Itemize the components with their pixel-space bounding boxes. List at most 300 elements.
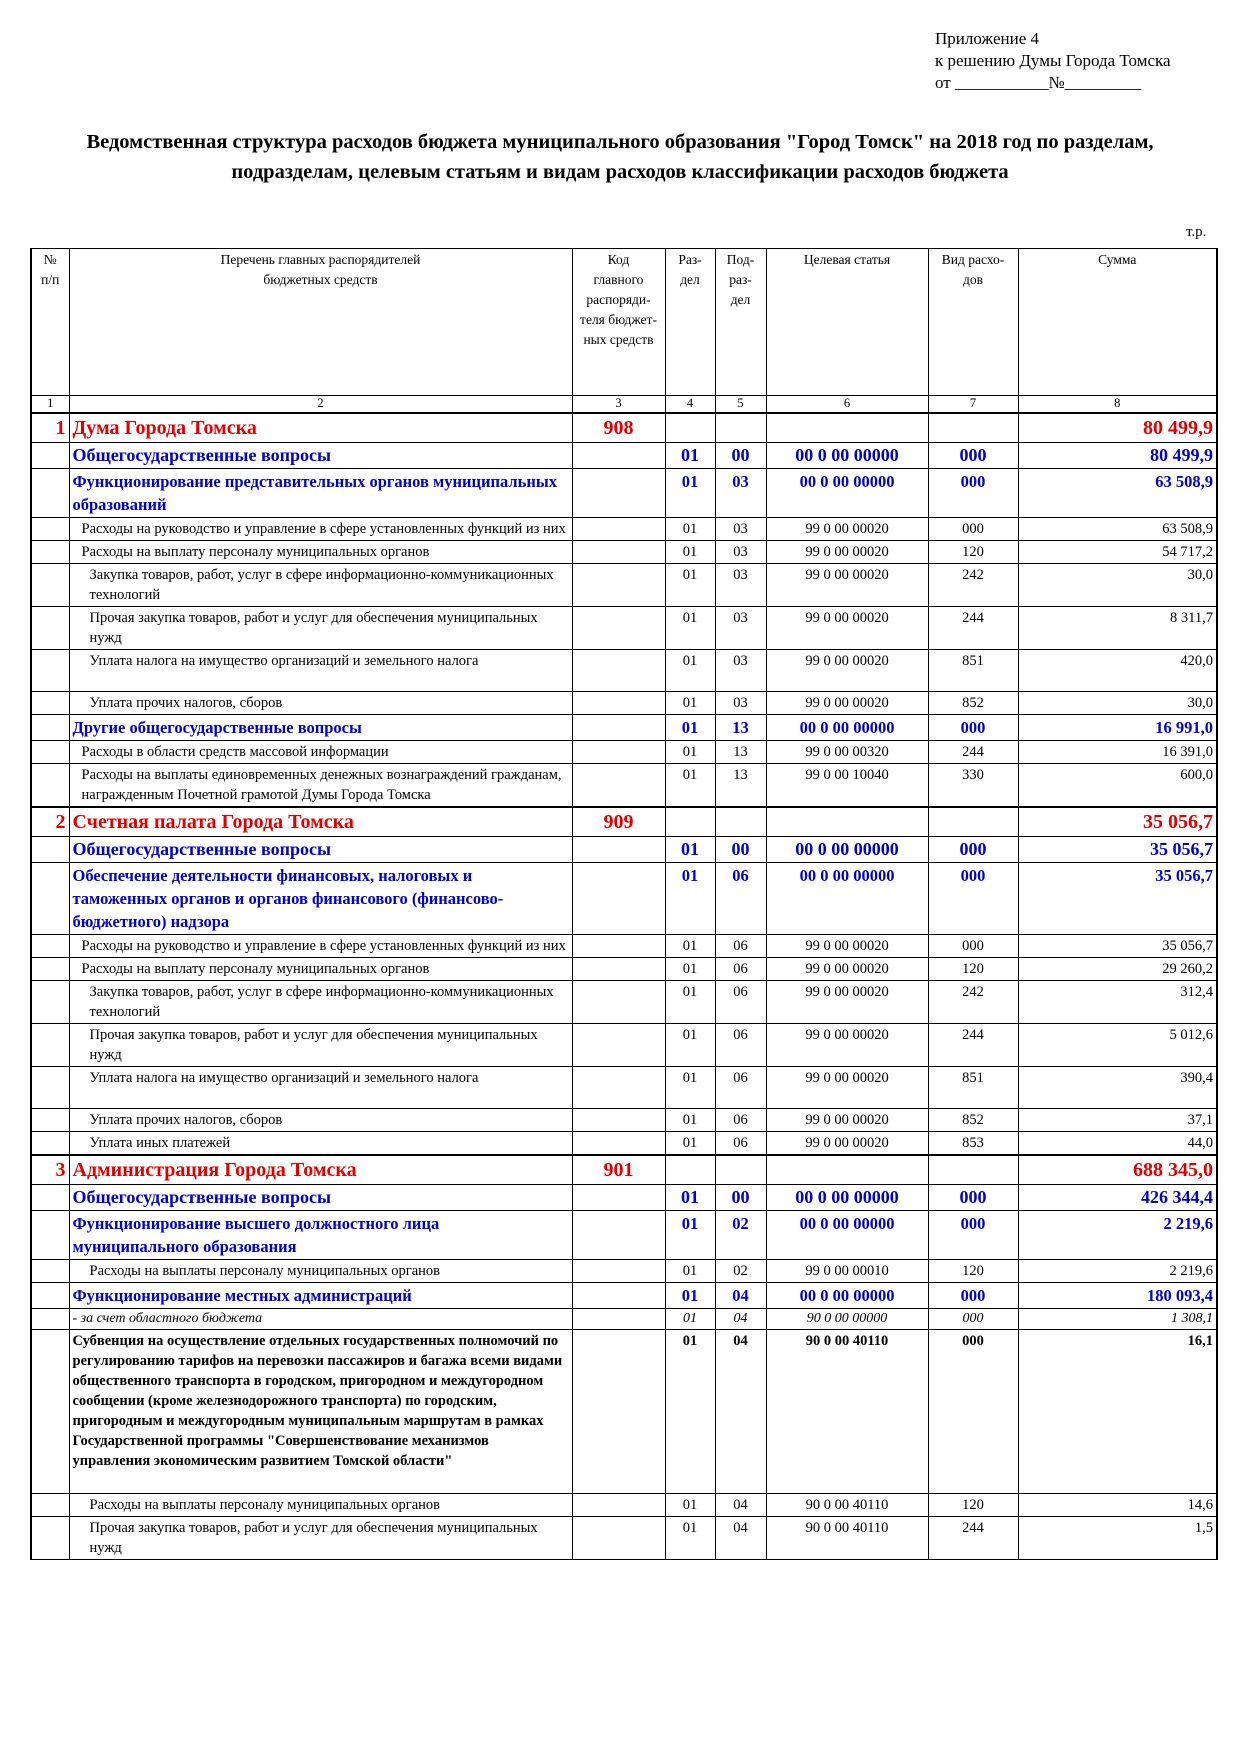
row-target-article bbox=[766, 807, 928, 837]
row-number bbox=[31, 1024, 69, 1067]
header-podrazdel: Под- раз- дел bbox=[726, 252, 755, 307]
row-sum: 1 308,1 bbox=[1018, 1309, 1217, 1330]
row-target-article: 00 0 00 00000 bbox=[766, 837, 928, 863]
row-expense-type: 000 bbox=[928, 935, 1018, 958]
row-number bbox=[31, 692, 69, 715]
table-row bbox=[31, 1494, 1217, 1517]
department-row bbox=[31, 413, 1217, 443]
row-podrazdel: 06 bbox=[715, 1067, 766, 1109]
row-podrazdel: 06 bbox=[715, 1024, 766, 1067]
row-name: Функционирование высшего должностного лица муниципального образования bbox=[69, 1211, 572, 1260]
row-name: - за счет областного бюджета bbox=[69, 1309, 572, 1330]
row-name: Расходы на выплату персоналу муниципальных органов bbox=[69, 958, 572, 981]
row-target-article: 99 0 00 10040 bbox=[766, 764, 928, 808]
table-row bbox=[31, 564, 1217, 607]
row-number bbox=[31, 564, 69, 607]
row-sum: 180 093,4 bbox=[1018, 1283, 1217, 1309]
row-target-article: 99 0 00 00020 bbox=[766, 607, 928, 650]
row-sum: 29 260,2 bbox=[1018, 958, 1217, 981]
row-expense-type: 244 bbox=[928, 1517, 1018, 1560]
row-name: Администрация Города Томска bbox=[69, 1155, 572, 1185]
row-expense-type: 852 bbox=[928, 692, 1018, 715]
row-number bbox=[31, 1211, 69, 1260]
row-name: Дума Города Томска bbox=[69, 413, 572, 443]
row-razdel: 01 bbox=[665, 981, 715, 1024]
row-code bbox=[572, 518, 665, 541]
table-row bbox=[31, 1024, 1217, 1067]
column-number: 7 bbox=[928, 396, 1018, 414]
row-name: Функционирование местных администраций bbox=[69, 1283, 572, 1309]
row-code bbox=[572, 469, 665, 518]
row-razdel: 01 bbox=[665, 650, 715, 692]
row-sum: 35 056,7 bbox=[1018, 807, 1217, 837]
row-sum: 35 056,7 bbox=[1018, 837, 1217, 863]
row-target-article: 00 0 00 00000 bbox=[766, 1211, 928, 1260]
row-number bbox=[31, 741, 69, 764]
row-name: Общегосударственные вопросы bbox=[69, 837, 572, 863]
appendix-line-2: к решению Думы Города Томска bbox=[935, 51, 1171, 70]
row-code bbox=[572, 1132, 665, 1156]
row-expense-type: 000 bbox=[928, 443, 1018, 469]
row-code bbox=[572, 958, 665, 981]
row-sum: 30,0 bbox=[1018, 564, 1217, 607]
row-number bbox=[31, 518, 69, 541]
row-sum: 390,4 bbox=[1018, 1067, 1217, 1109]
row-sum: 688 345,0 bbox=[1018, 1155, 1217, 1185]
row-code: 909 bbox=[572, 807, 665, 837]
row-podrazdel: 02 bbox=[715, 1211, 766, 1260]
row-expense-type: 000 bbox=[928, 1283, 1018, 1309]
row-razdel: 01 bbox=[665, 564, 715, 607]
row-number bbox=[31, 1330, 69, 1494]
row-code bbox=[572, 541, 665, 564]
row-target-article: 90 0 00 00000 bbox=[766, 1309, 928, 1330]
row-sum: 54 717,2 bbox=[1018, 541, 1217, 564]
table-row bbox=[31, 1132, 1217, 1156]
row-code bbox=[572, 764, 665, 808]
row-expense-type: 244 bbox=[928, 607, 1018, 650]
table-row bbox=[31, 958, 1217, 981]
row-razdel: 01 bbox=[665, 607, 715, 650]
row-number bbox=[31, 1283, 69, 1309]
row-number bbox=[31, 715, 69, 741]
row-target-article bbox=[766, 1155, 928, 1185]
row-sum: 426 344,4 bbox=[1018, 1185, 1217, 1211]
row-razdel: 01 bbox=[665, 1067, 715, 1109]
row-number bbox=[31, 469, 69, 518]
row-sum: 312,4 bbox=[1018, 981, 1217, 1024]
row-expense-type: 000 bbox=[928, 1185, 1018, 1211]
row-razdel: 01 bbox=[665, 692, 715, 715]
row-expense-type: 852 bbox=[928, 1109, 1018, 1132]
row-expense-type: 120 bbox=[928, 958, 1018, 981]
row-expense-type: 853 bbox=[928, 1132, 1018, 1156]
row-code bbox=[572, 1517, 665, 1560]
row-target-article: 99 0 00 00020 bbox=[766, 541, 928, 564]
row-code bbox=[572, 1211, 665, 1260]
row-expense-type bbox=[928, 807, 1018, 837]
row-name: Уплата прочих налогов, сборов bbox=[69, 1109, 572, 1132]
row-podrazdel: 03 bbox=[715, 564, 766, 607]
row-number bbox=[31, 650, 69, 692]
row-code bbox=[572, 981, 665, 1024]
row-podrazdel: 03 bbox=[715, 541, 766, 564]
header-cell bbox=[715, 249, 766, 396]
header-code: Код главного распоряди- теля бюджет- ных средств bbox=[580, 252, 657, 347]
row-sum: 37,1 bbox=[1018, 1109, 1217, 1132]
row-razdel: 01 bbox=[665, 443, 715, 469]
row-expense-type: 000 bbox=[928, 863, 1018, 935]
table-row bbox=[31, 981, 1217, 1024]
row-code bbox=[572, 837, 665, 863]
table-row bbox=[31, 1185, 1217, 1211]
row-expense-type: 000 bbox=[928, 518, 1018, 541]
row-code bbox=[572, 692, 665, 715]
row-target-article: 90 0 00 40110 bbox=[766, 1330, 928, 1494]
row-number bbox=[31, 607, 69, 650]
row-sum: 14,6 bbox=[1018, 1494, 1217, 1517]
table-row bbox=[31, 1067, 1217, 1109]
row-razdel bbox=[665, 807, 715, 837]
header-number: № п/п bbox=[41, 252, 60, 287]
row-podrazdel: 03 bbox=[715, 518, 766, 541]
row-code bbox=[572, 1024, 665, 1067]
row-name: Прочая закупка товаров, работ и услуг для обеспечения муниципальных нужд bbox=[69, 607, 572, 650]
row-name: Другие общегосударственные вопросы bbox=[69, 715, 572, 741]
row-razdel: 01 bbox=[665, 1185, 715, 1211]
row-expense-type: 000 bbox=[928, 1330, 1018, 1494]
row-number bbox=[31, 1494, 69, 1517]
row-razdel: 01 bbox=[665, 1309, 715, 1330]
table-row bbox=[31, 1211, 1217, 1260]
row-number bbox=[31, 1067, 69, 1109]
column-number: 2 bbox=[69, 396, 572, 414]
row-expense-type: 120 bbox=[928, 1494, 1018, 1517]
row-sum: 80 499,9 bbox=[1018, 413, 1217, 443]
row-podrazdel: 02 bbox=[715, 1260, 766, 1283]
row-number bbox=[31, 958, 69, 981]
row-expense-type: 000 bbox=[928, 715, 1018, 741]
row-target-article: 99 0 00 00020 bbox=[766, 518, 928, 541]
header-cell bbox=[572, 249, 665, 396]
row-code bbox=[572, 741, 665, 764]
row-razdel: 01 bbox=[665, 1330, 715, 1494]
table-row bbox=[31, 715, 1217, 741]
row-razdel: 01 bbox=[665, 715, 715, 741]
row-sum: 8 311,7 bbox=[1018, 607, 1217, 650]
row-target-article: 99 0 00 00020 bbox=[766, 981, 928, 1024]
row-number bbox=[31, 1517, 69, 1560]
row-razdel: 01 bbox=[665, 935, 715, 958]
header-expense-type: Вид расхо- дов bbox=[941, 252, 1005, 287]
row-expense-type: 242 bbox=[928, 981, 1018, 1024]
table-row bbox=[31, 1260, 1217, 1283]
row-name: Расходы в области средств массовой информации bbox=[69, 741, 572, 764]
row-name: Уплата иных платежей bbox=[69, 1132, 572, 1156]
row-number bbox=[31, 764, 69, 808]
row-podrazdel: 03 bbox=[715, 692, 766, 715]
department-row bbox=[31, 807, 1217, 837]
row-expense-type: 851 bbox=[928, 1067, 1018, 1109]
row-expense-type: 244 bbox=[928, 741, 1018, 764]
row-code bbox=[572, 564, 665, 607]
row-number bbox=[31, 443, 69, 469]
table-header-row bbox=[31, 249, 1217, 396]
row-sum: 5 012,6 bbox=[1018, 1024, 1217, 1067]
row-target-article: 99 0 00 00020 bbox=[766, 935, 928, 958]
row-expense-type bbox=[928, 1155, 1018, 1185]
row-sum: 16 991,0 bbox=[1018, 715, 1217, 741]
row-razdel: 01 bbox=[665, 1283, 715, 1309]
row-name: Расходы на выплаты персоналу муниципальных органов bbox=[69, 1260, 572, 1283]
row-sum: 16,1 bbox=[1018, 1330, 1217, 1494]
row-sum: 600,0 bbox=[1018, 764, 1217, 808]
row-target-article: 99 0 00 00020 bbox=[766, 1067, 928, 1109]
table-row bbox=[31, 692, 1217, 715]
row-podrazdel: 06 bbox=[715, 958, 766, 981]
row-podrazdel: 04 bbox=[715, 1309, 766, 1330]
row-sum: 16 391,0 bbox=[1018, 741, 1217, 764]
row-podrazdel: 13 bbox=[715, 741, 766, 764]
header-cell bbox=[1018, 249, 1217, 396]
table-row bbox=[31, 469, 1217, 518]
units-label: т.р. bbox=[1186, 224, 1207, 240]
row-name: Расходы на выплаты персоналу муниципальных органов bbox=[69, 1494, 572, 1517]
row-expense-type: 000 bbox=[928, 837, 1018, 863]
row-expense-type: 120 bbox=[928, 541, 1018, 564]
row-podrazdel: 06 bbox=[715, 1109, 766, 1132]
row-target-article: 00 0 00 00000 bbox=[766, 863, 928, 935]
row-name: Обеспечение деятельности финансовых, налоговых и таможенных органов и органов финансового (финансово-бюджетного) надзора bbox=[69, 863, 572, 935]
row-target-article: 99 0 00 00020 bbox=[766, 692, 928, 715]
row-name: Уплата прочих налогов, сборов bbox=[69, 692, 572, 715]
row-target-article: 99 0 00 00020 bbox=[766, 1109, 928, 1132]
row-podrazdel: 03 bbox=[715, 650, 766, 692]
table-row bbox=[31, 518, 1217, 541]
header-target: Целевая статья bbox=[803, 252, 891, 267]
row-number bbox=[31, 1132, 69, 1156]
row-code bbox=[572, 650, 665, 692]
row-podrazdel: 00 bbox=[715, 837, 766, 863]
row-razdel: 01 bbox=[665, 1260, 715, 1283]
row-code bbox=[572, 443, 665, 469]
column-number: 8 bbox=[1018, 396, 1217, 414]
table-row bbox=[31, 1109, 1217, 1132]
table-row bbox=[31, 935, 1217, 958]
column-number-row bbox=[31, 396, 1217, 414]
row-number bbox=[31, 837, 69, 863]
row-target-article: 99 0 00 00020 bbox=[766, 564, 928, 607]
row-razdel: 01 bbox=[665, 1494, 715, 1517]
row-podrazdel: 06 bbox=[715, 981, 766, 1024]
column-number: 1 bbox=[31, 396, 69, 414]
row-razdel: 01 bbox=[665, 741, 715, 764]
row-podrazdel: 13 bbox=[715, 764, 766, 808]
row-number bbox=[31, 1260, 69, 1283]
row-name: Расходы на выплату персоналу муниципальных органов bbox=[69, 541, 572, 564]
column-number: 5 bbox=[715, 396, 766, 414]
row-razdel: 01 bbox=[665, 1109, 715, 1132]
appendix-line-3: от ___________№_________ bbox=[935, 73, 1142, 92]
row-target-article: 99 0 00 00020 bbox=[766, 1132, 928, 1156]
appendix-header bbox=[935, 28, 1171, 94]
row-code bbox=[572, 1309, 665, 1330]
column-number: 3 bbox=[572, 396, 665, 414]
header-cell bbox=[766, 249, 928, 396]
row-name: Прочая закупка товаров, работ и услуг для обеспечения муниципальных нужд bbox=[69, 1517, 572, 1560]
row-code bbox=[572, 1330, 665, 1494]
table-row bbox=[31, 443, 1217, 469]
row-target-article: 99 0 00 00010 bbox=[766, 1260, 928, 1283]
row-target-article: 99 0 00 00020 bbox=[766, 958, 928, 981]
row-podrazdel bbox=[715, 1155, 766, 1185]
row-podrazdel: 03 bbox=[715, 469, 766, 518]
row-razdel: 01 bbox=[665, 1024, 715, 1067]
table-row bbox=[31, 741, 1217, 764]
row-code bbox=[572, 1067, 665, 1109]
row-expense-type: 330 bbox=[928, 764, 1018, 808]
row-expense-type bbox=[928, 413, 1018, 443]
row-code bbox=[572, 715, 665, 741]
row-sum: 1,5 bbox=[1018, 1517, 1217, 1560]
row-name: Общегосударственные вопросы bbox=[69, 443, 572, 469]
row-razdel bbox=[665, 1155, 715, 1185]
header-cell bbox=[665, 249, 715, 396]
row-sum: 80 499,9 bbox=[1018, 443, 1217, 469]
row-name: Уплата налога на имущество организаций и земельного налога bbox=[69, 1067, 572, 1109]
row-name: Расходы на руководство и управление в сфере установленных функций из них bbox=[69, 935, 572, 958]
row-code bbox=[572, 1283, 665, 1309]
row-name: Общегосударственные вопросы bbox=[69, 1185, 572, 1211]
row-name: Уплата налога на имущество организаций и земельного налога bbox=[69, 650, 572, 692]
row-expense-type: 000 bbox=[928, 1211, 1018, 1260]
row-target-article: 99 0 00 00020 bbox=[766, 650, 928, 692]
row-podrazdel: 06 bbox=[715, 863, 766, 935]
row-target-article: 00 0 00 00000 bbox=[766, 715, 928, 741]
table-row bbox=[31, 764, 1217, 808]
row-expense-type: 242 bbox=[928, 564, 1018, 607]
table-row bbox=[31, 863, 1217, 935]
header-sum: Сумма bbox=[1098, 252, 1137, 267]
row-razdel: 01 bbox=[665, 518, 715, 541]
row-number bbox=[31, 863, 69, 935]
row-podrazdel: 00 bbox=[715, 1185, 766, 1211]
row-sum: 420,0 bbox=[1018, 650, 1217, 692]
row-name: Закупка товаров, работ, услуг в сфере информационно-коммуникационных технологий bbox=[69, 564, 572, 607]
row-razdel: 01 bbox=[665, 541, 715, 564]
row-name: Прочая закупка товаров, работ и услуг для обеспечения муниципальных нужд bbox=[69, 1024, 572, 1067]
row-razdel: 01 bbox=[665, 1517, 715, 1560]
row-target-article: 99 0 00 00020 bbox=[766, 1024, 928, 1067]
row-number bbox=[31, 981, 69, 1024]
table-row bbox=[31, 837, 1217, 863]
row-razdel: 01 bbox=[665, 863, 715, 935]
row-podrazdel: 13 bbox=[715, 715, 766, 741]
row-name: Субвенция на осуществление отдельных государственных полномочий по регулированию тарифов на перевозки пассажиров и багажа всеми видами общественного транспорта в городском, пригородном и междугородном сообщении (кроме железнодорожного транспорта) по городским, пригородным и междугородным муниципальным маршрутам в рамках Государственной программы "Совершенствование механизмов управления экономическим развитием Томской области" bbox=[69, 1330, 572, 1494]
header-cell bbox=[928, 249, 1018, 396]
row-podrazdel bbox=[715, 807, 766, 837]
row-number bbox=[31, 541, 69, 564]
row-target-article: 00 0 00 00000 bbox=[766, 1283, 928, 1309]
row-code bbox=[572, 935, 665, 958]
row-razdel: 01 bbox=[665, 764, 715, 808]
row-razdel: 01 bbox=[665, 1132, 715, 1156]
column-number: 4 bbox=[665, 396, 715, 414]
row-expense-type: 244 bbox=[928, 1024, 1018, 1067]
column-number: 6 bbox=[766, 396, 928, 414]
table-row bbox=[31, 1517, 1217, 1560]
row-razdel: 01 bbox=[665, 958, 715, 981]
row-code bbox=[572, 863, 665, 935]
row-razdel bbox=[665, 413, 715, 443]
row-podrazdel: 06 bbox=[715, 935, 766, 958]
row-name: Счетная палата Города Томска bbox=[69, 807, 572, 837]
row-sum: 44,0 bbox=[1018, 1132, 1217, 1156]
row-sum: 2 219,6 bbox=[1018, 1260, 1217, 1283]
row-podrazdel: 03 bbox=[715, 607, 766, 650]
row-razdel: 01 bbox=[665, 837, 715, 863]
row-code bbox=[572, 607, 665, 650]
row-razdel: 01 bbox=[665, 1211, 715, 1260]
row-number: 3 bbox=[31, 1155, 69, 1185]
row-podrazdel bbox=[715, 413, 766, 443]
header-name: Перечень главных распорядителей бюджетных средств bbox=[220, 252, 421, 287]
row-expense-type: 000 bbox=[928, 469, 1018, 518]
table-row bbox=[31, 1330, 1217, 1494]
table-row bbox=[31, 1283, 1217, 1309]
appendix-line-1: Приложение 4 bbox=[935, 29, 1039, 48]
row-code bbox=[572, 1185, 665, 1211]
header-cell bbox=[69, 249, 572, 396]
row-podrazdel: 04 bbox=[715, 1283, 766, 1309]
row-name: Расходы на выплаты единовременных денежных вознаграждений гражданам, награжденным Почетной грамотой Думы Города Томска bbox=[69, 764, 572, 808]
row-sum: 63 508,9 bbox=[1018, 469, 1217, 518]
header-cell bbox=[31, 249, 69, 396]
row-code bbox=[572, 1494, 665, 1517]
row-razdel: 01 bbox=[665, 469, 715, 518]
row-name: Функционирование представительных органов муниципальных образований bbox=[69, 469, 572, 518]
row-name: Закупка товаров, работ, услуг в сфере информационно-коммуникационных технологий bbox=[69, 981, 572, 1024]
row-podrazdel: 06 bbox=[715, 1132, 766, 1156]
row-target-article: 00 0 00 00000 bbox=[766, 443, 928, 469]
row-target-article: 99 0 00 00320 bbox=[766, 741, 928, 764]
row-code bbox=[572, 1109, 665, 1132]
row-code: 901 bbox=[572, 1155, 665, 1185]
row-podrazdel: 04 bbox=[715, 1517, 766, 1560]
row-target-article: 00 0 00 00000 bbox=[766, 469, 928, 518]
row-podrazdel: 00 bbox=[715, 443, 766, 469]
row-expense-type: 000 bbox=[928, 1309, 1018, 1330]
row-sum: 63 508,9 bbox=[1018, 518, 1217, 541]
row-target-article: 00 0 00 00000 bbox=[766, 1185, 928, 1211]
table-row bbox=[31, 541, 1217, 564]
header-razdel: Раз- дел bbox=[678, 252, 702, 287]
budget-table bbox=[30, 248, 1218, 1560]
row-podrazdel: 04 bbox=[715, 1494, 766, 1517]
row-sum: 2 219,6 bbox=[1018, 1211, 1217, 1260]
row-target-article: 90 0 00 40110 bbox=[766, 1517, 928, 1560]
row-target-article bbox=[766, 413, 928, 443]
row-number bbox=[31, 1185, 69, 1211]
row-podrazdel: 04 bbox=[715, 1330, 766, 1494]
row-number: 2 bbox=[31, 807, 69, 837]
row-code bbox=[572, 1260, 665, 1283]
row-sum: 30,0 bbox=[1018, 692, 1217, 715]
table-row bbox=[31, 607, 1217, 650]
row-code: 908 bbox=[572, 413, 665, 443]
row-expense-type: 120 bbox=[928, 1260, 1018, 1283]
row-number bbox=[31, 935, 69, 958]
